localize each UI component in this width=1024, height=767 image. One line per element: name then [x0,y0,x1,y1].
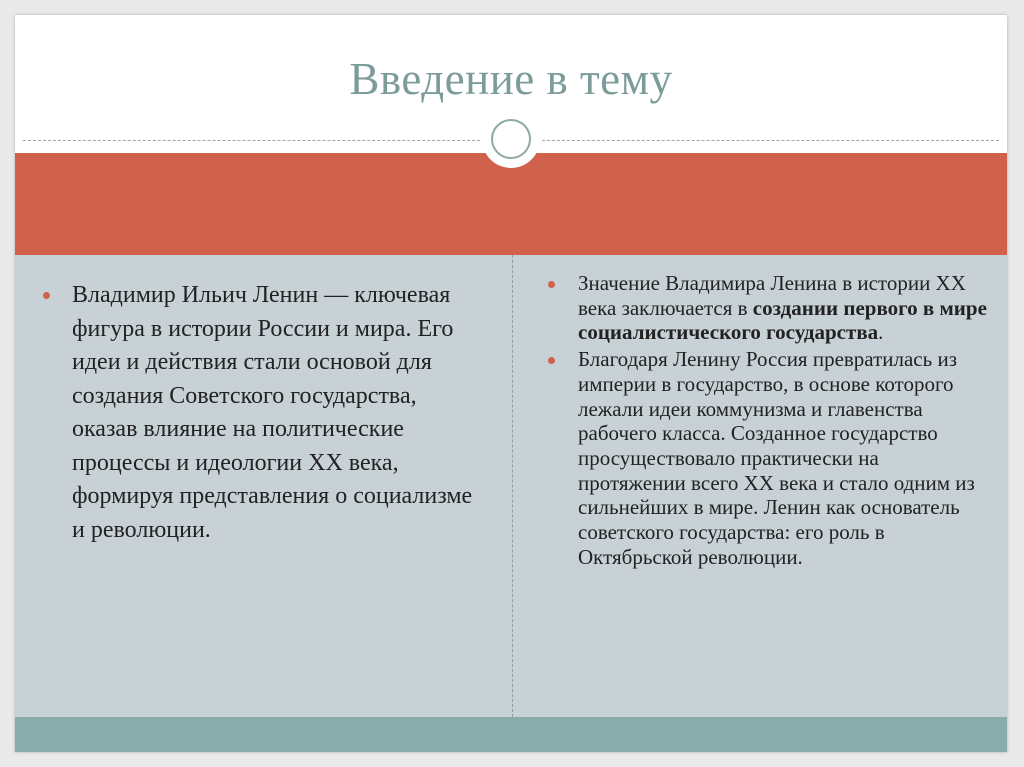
circle-icon [491,119,531,159]
accent-band [15,153,1007,255]
list-item [548,271,988,345]
content-area [15,255,1007,717]
right-bullet1-emphasis: создании первого в мире социалистического государства [578,295,987,345]
right-bullet2-text: Благодаря Ленину Россия превратилась из империи в государство, в основе которого лежали идеи коммунизма и главенства рабочего класса. Созданное государство просуществовало практически на протяжении всего XX века и стало одним из сильнейших в мире. Ленин как основатель советского государства: его роль в Октябрьской революции. [578,347,975,569]
left-column [43,279,473,547]
right-column [548,271,988,569]
right-bullet1-text: Значение Владимира Ленина в истории XX века заключается в [578,271,966,320]
bullet-dot-icon [548,281,555,288]
column-divider [512,255,513,717]
bullet-dot-icon [548,357,555,364]
ring-ornament [482,110,540,168]
slide [15,15,1007,752]
list-item [548,347,988,569]
footer-band [15,717,1007,752]
bullet-dot-icon [43,292,50,299]
right-bullet1-end: . [878,320,884,345]
list-item [43,279,473,547]
slide-title: Введение в тему [349,54,673,104]
left-bullet-text: Владимир Ильич Ленин — ключевая фигура в истории России и мира. Его идеи и действия стали основой для создания Советского государства, оказав влияние на политические процессы и идеологии XX века, формируя представления о социализме и революции. [72,282,473,543]
